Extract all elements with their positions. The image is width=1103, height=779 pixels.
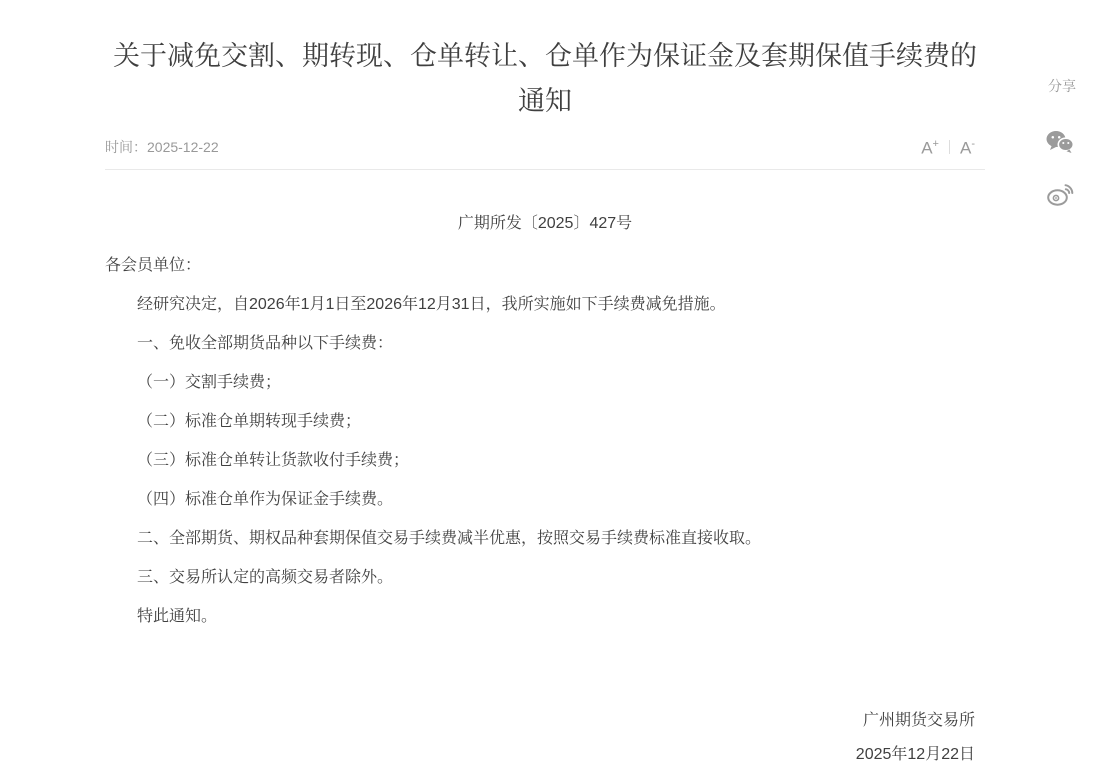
publish-time-value: 2025-12-22 [147,138,219,155]
paragraph-2: 一、免收全部期货品种以下手续费： [137,335,394,352]
meta-row [105,136,985,170]
wechat-icon [1046,130,1074,154]
font-decrease-letter: A [959,138,972,158]
share-rail [1046,76,1092,206]
font-increase-sign: + [932,138,939,151]
weibo-icon [1047,182,1074,206]
weibo-share-button[interactable] [1047,182,1075,206]
paragraph-7: 二、全部期货、期权品种套期保值交易手续费减半优惠，按照交易手续费标准直接收取。 [137,530,762,547]
notice-article [105,0,985,779]
paragraph-3: （一）交割手续费； [137,374,282,391]
paragraph-8: 三、交易所认定的高频交易者除外。 [137,569,394,586]
signature-block [105,711,985,765]
font-size-controls [911,134,985,159]
signature-date: 2025年12月22日 [855,746,975,763]
publish-time [105,137,219,157]
signature-org: 广州期货交易所 [862,712,975,729]
paragraph-4: （二）标准仓单期转现手续费； [137,413,362,430]
font-increase-letter: A [921,138,933,158]
page-title: 关于减免交割、期转现、仓单转让、仓单作为保证金及套期保值手续费的通知 [113,41,977,116]
paragraph-9: 特此通知。 [137,608,218,625]
publish-time-label: 时间： [105,138,147,155]
font-decrease-button[interactable] [950,134,985,159]
font-increase-button[interactable] [911,134,949,159]
wechat-share-button[interactable] [1046,130,1074,154]
salutation: 各会员单位： [105,257,202,274]
paragraph-5: （三）标准仓单转让货款收付手续费； [137,452,410,469]
doc-number: 广期所发〔2025〕427号 [457,215,633,232]
paragraph-1: 经研究决定，自2026年1月1日至2026年12月31日，我所实施如下手续费减免措施。 [137,296,726,313]
paragraph-6: （四）标准仓单作为保证金手续费。 [137,491,394,508]
font-decrease-sign: - [971,138,975,151]
share-label: 分享 [1048,78,1076,94]
